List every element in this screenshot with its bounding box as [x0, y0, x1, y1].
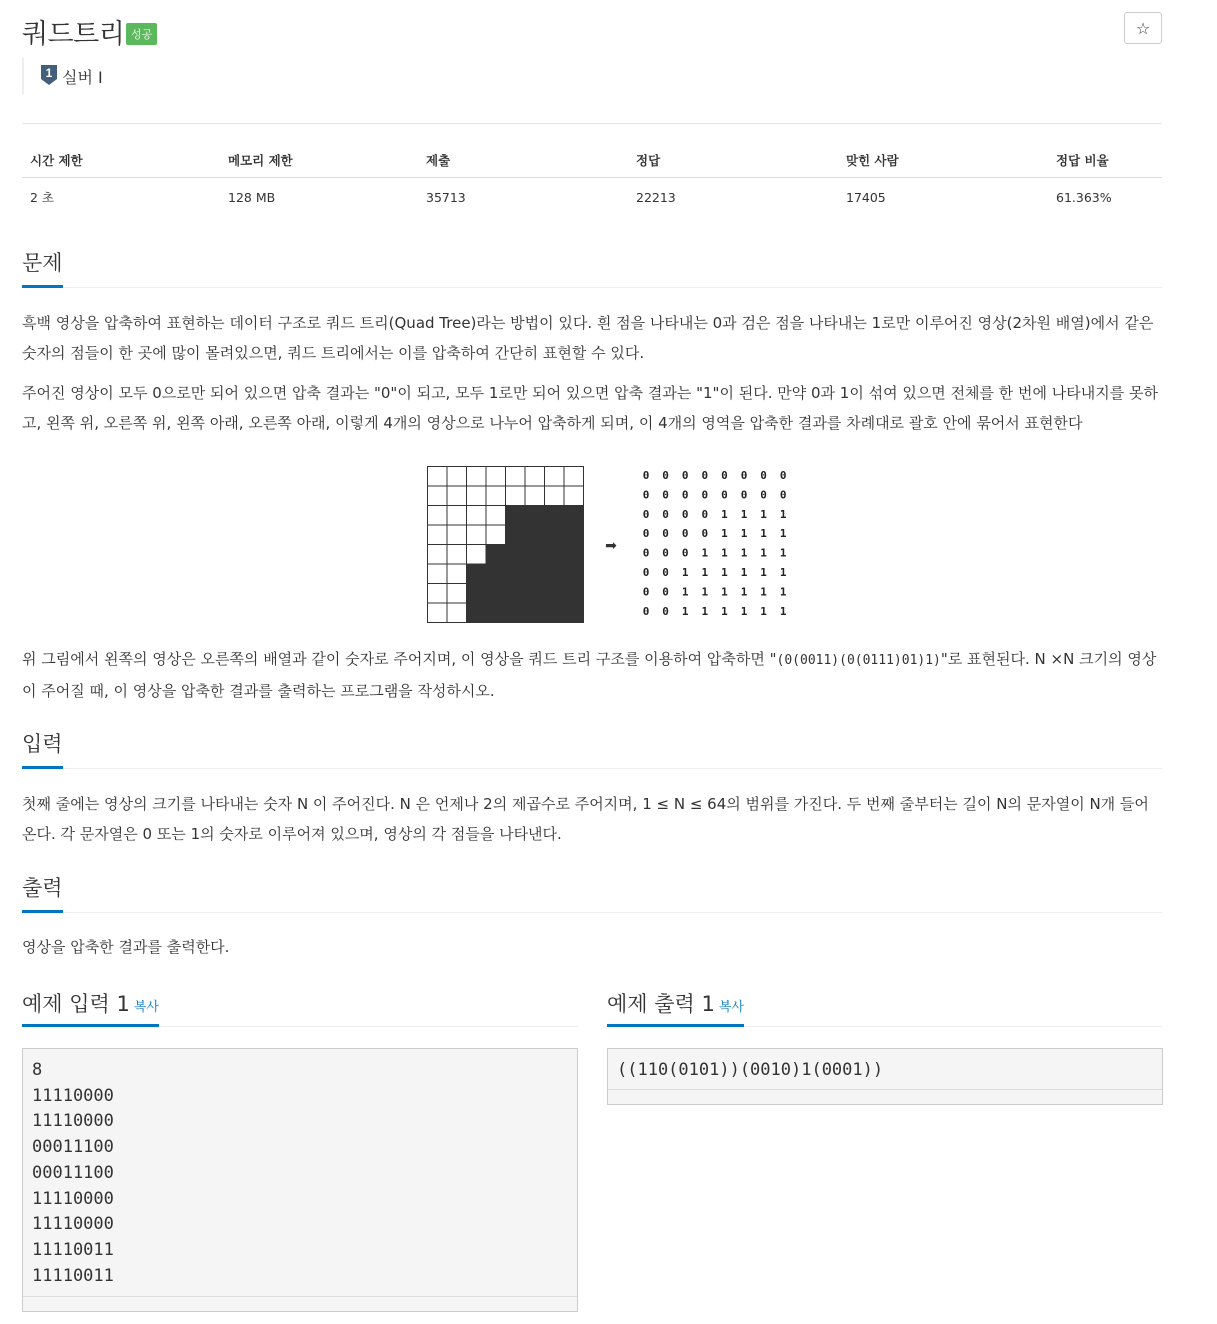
grid-cell: [467, 525, 487, 545]
grid-cell: [564, 467, 584, 487]
grid-cell: [447, 467, 467, 487]
grid-cell: [525, 603, 545, 623]
section-output-heading: [22, 872, 1162, 913]
quadtree-figure: [405, 466, 805, 630]
matrix-digit: 1: [779, 566, 787, 579]
grid-cell: [428, 603, 448, 623]
info-value: 2 초: [30, 190, 55, 205]
problem-info-table: [22, 145, 1162, 216]
grid-cell: [486, 467, 506, 487]
grid-cell: [486, 486, 506, 506]
grid-cell: [506, 525, 526, 545]
matrix-digit: 1: [779, 604, 787, 618]
grid-cell: [506, 603, 526, 623]
matrix-digit: 0: [662, 604, 669, 618]
quadtree-figure-svg: [405, 466, 805, 626]
matrix-digit: 1: [701, 604, 709, 618]
sample-input-box[interactable]: [22, 1048, 578, 1312]
matrix-digit: 1: [701, 546, 709, 560]
matrix-digit: 0: [779, 488, 787, 502]
section-title: 입력: [22, 728, 63, 769]
matrix-digit: 0: [721, 469, 728, 482]
matrix-digit: 0: [662, 488, 669, 502]
matrix-digit: 0: [681, 488, 689, 502]
tier-number: 1: [45, 66, 53, 80]
sample-output-label-wrap: [607, 988, 744, 1027]
info-value[interactable]: 17405: [846, 189, 886, 205]
grid-cell: [428, 584, 448, 604]
status-badge: 성공: [126, 23, 157, 45]
grid-cell: [525, 506, 545, 526]
matrix-digit: 0: [779, 469, 787, 482]
grid-cell: [506, 564, 526, 584]
info-header: 정답: [628, 145, 838, 178]
matrix-digit: 0: [642, 566, 650, 579]
sample-input-label-wrap: [22, 988, 159, 1027]
grid-cell: [447, 603, 467, 623]
info-value: 61.363%: [1056, 189, 1112, 205]
matrix-digit: 0: [681, 469, 689, 482]
matrix-digit: 1: [779, 507, 787, 521]
grid-cell: [486, 545, 506, 565]
matrix-digit: 1: [701, 566, 709, 579]
grid-cell: [428, 564, 448, 584]
copy-output-button[interactable]: 복사: [718, 1000, 744, 1015]
matrix-digit: 0: [662, 546, 669, 560]
section-problem-heading: [22, 247, 1162, 288]
grid-cell: [486, 584, 506, 604]
matrix-digit: 1: [740, 527, 748, 541]
copy-input-button[interactable]: 복사: [133, 1000, 159, 1015]
sample-input-label: 예제 입력 1: [22, 992, 130, 1016]
matrix-digit: 1: [779, 585, 787, 599]
sample-output-box[interactable]: [607, 1048, 1163, 1105]
grid-cell: [428, 506, 448, 526]
matrix-digit: 1: [681, 566, 689, 579]
tier-badge-icon: [40, 64, 58, 86]
grid-cell: [428, 467, 448, 487]
grid-cell: [506, 486, 526, 506]
grid-cell: [467, 584, 487, 604]
matrix-digit: 0: [662, 585, 669, 599]
matrix-digit: 1: [740, 585, 748, 599]
info-value[interactable]: 35713: [426, 189, 466, 205]
matrix-digit: 1: [681, 585, 689, 599]
problem-paragraph-3: [22, 644, 1162, 706]
grid-cell: [467, 603, 487, 623]
info-value: 128 MB: [228, 189, 276, 205]
grid-cell: [447, 525, 467, 545]
divider: [22, 123, 1162, 124]
sample-output-footer: [608, 1089, 1162, 1104]
matrix-digit: 1: [681, 604, 689, 618]
matrix-digit: 0: [642, 488, 650, 502]
grid-cell: [428, 525, 448, 545]
section-title: 출력: [22, 872, 63, 913]
grid-cell: [564, 584, 584, 604]
matrix-digit: 0: [642, 546, 650, 560]
grid-cell: [486, 564, 506, 584]
matrix-digit: 0: [681, 527, 689, 541]
sample-input-heading: [22, 988, 578, 1027]
grid-cell: [545, 506, 565, 526]
grid-cell: [447, 564, 467, 584]
grid-cell: [506, 584, 526, 604]
matrix-digit: 0: [701, 488, 709, 502]
grid-cell: [564, 545, 584, 565]
matrix-digit: 1: [740, 604, 748, 618]
grid-cell: [564, 486, 584, 506]
matrix-digit: 1: [721, 566, 728, 579]
title-row: [22, 10, 1162, 50]
matrix-digit: 1: [740, 507, 748, 521]
grid-cell: [545, 525, 565, 545]
sample-input-footer: [23, 1296, 577, 1311]
grid-cell: [564, 506, 584, 526]
matrix-digit: 0: [662, 507, 669, 521]
matrix-digit: 0: [721, 488, 728, 502]
problem-title: 쿼드트리: [22, 19, 125, 50]
grid-cell: [525, 584, 545, 604]
grid-cell: [564, 603, 584, 623]
grid-cell: [525, 545, 545, 565]
matrix-digit: 1: [760, 527, 767, 541]
problem-paragraph-2: 주어진 영상이 모두 0으로만 되어 있으면 압축 결과는 "0"이 되고, 모두 1로만 되어 있으면 압축 결과는 "1"이 된다. 만약 0과 1이 섞여 있으면 전체를 한 번에 나타내지를 못하고, 왼쪽 위, 오른쪽 위, 왼쪽 아래, 오른쪽 아래, 이렇게 4개의 영상으로 나누어 압축하게 되며, 이 4개의 영역을 압축한 결과를 차례대로 괄호 안에 묶어서 표현한다: [22, 384, 1159, 432]
matrix-digit: 0: [642, 604, 650, 618]
grid-cell: [525, 467, 545, 487]
grid-cell: [467, 545, 487, 565]
grid-cell: [545, 564, 565, 584]
matrix-digit: 1: [760, 585, 767, 599]
grid-cell: [525, 525, 545, 545]
arrow-icon: ➡: [605, 538, 617, 554]
grid-cell: [428, 486, 448, 506]
matrix-digit: 1: [740, 566, 748, 579]
matrix-digit: 0: [662, 566, 669, 579]
matrix-digit: 1: [701, 585, 709, 599]
grid-cell: [506, 506, 526, 526]
matrix-digit: 0: [642, 585, 650, 599]
tier-label[interactable]: 실버 I: [62, 68, 103, 87]
matrix-digit: 0: [760, 469, 767, 482]
grid-cell: [428, 545, 448, 565]
sample-output-heading: [607, 988, 1163, 1027]
grid-cell: [545, 467, 565, 487]
grid-cell: [447, 584, 467, 604]
tier-row: [22, 58, 103, 94]
paragraph-text: 위 그림에서 왼쪽의 영상은 오른쪽의 배열과 같이 숫자로 주어지며, 이 영상을 쿼드 트리 구조를 이용하여 압축하면 ": [22, 650, 777, 668]
info-value[interactable]: 22213: [636, 189, 676, 205]
matrix-digit: 1: [779, 546, 787, 560]
output-paragraph: 영상을 압축한 결과를 출력한다.: [22, 938, 230, 956]
grid-cell: [447, 506, 467, 526]
matrix-digit: 0: [701, 527, 709, 541]
info-header: 제출: [418, 145, 628, 178]
grid-cell: [486, 603, 506, 623]
matrix-digit: 0: [642, 527, 650, 541]
matrix-digit: 0: [662, 469, 669, 482]
grid-cell: [506, 467, 526, 487]
matrix-digit: 1: [721, 527, 728, 541]
grid-cell: [506, 545, 526, 565]
grid-cell: [525, 486, 545, 506]
matrix-digit: 0: [740, 488, 748, 502]
info-header: 맞힌 사람: [838, 145, 1048, 178]
grid-cell: [467, 506, 487, 526]
grid-cell: [447, 545, 467, 565]
matrix-digit: 0: [642, 469, 650, 482]
matrix-digit: 0: [760, 488, 767, 502]
star-icon: ☆: [1135, 18, 1151, 38]
section-input-heading: [22, 728, 1162, 769]
grid-cell: [467, 564, 487, 584]
matrix-digit: 1: [721, 507, 728, 521]
problem-paragraph-1: 흑백 영상을 압축하여 표현하는 데이터 구조로 쿼드 트리(Quad Tree)라는 방법이 있다. 흰 점을 나타내는 0과 검은 점을 나타내는 1로만 이루어진 영상(2차원 배열)에서 같은 숫자의 점들이 한 곳에 많이 몰려있으면, 쿼드 트리에서는 이를 압축하여 간단히 표현할 수 있다.: [22, 314, 1154, 362]
section-title: 문제: [22, 247, 63, 288]
sample-output-label: 예제 출력 1: [607, 992, 715, 1016]
grid-cell: [467, 467, 487, 487]
info-value-row: [22, 178, 1162, 217]
grid-cell: [545, 603, 565, 623]
grid-cell: [545, 486, 565, 506]
grid-cell: [564, 564, 584, 584]
grid-cell: [564, 525, 584, 545]
info-header: 메모리 제한: [220, 145, 418, 178]
matrix-digit: 0: [681, 546, 689, 560]
matrix-digit: 1: [760, 604, 767, 618]
star-button[interactable]: [1124, 12, 1162, 44]
paragraph-text: "로 표현된다. N ×N 크기의 영상이 주어질 때, 이 영상을 압축한 결과를 출력하는 프로그램을 작성하시오.: [22, 650, 1157, 700]
info-header-row: [22, 145, 1162, 178]
grid-cell: [447, 486, 467, 506]
matrix-digit: 1: [760, 546, 767, 560]
grid-cell: [525, 564, 545, 584]
sample-output-text: ((110(0101))(0010)1(0001)): [617, 1060, 884, 1080]
grid-cell: [467, 486, 487, 506]
matrix-digit: 1: [760, 566, 767, 579]
grid-cell: [545, 584, 565, 604]
sample-input-text: 8 11110000 11110000 00011100 00011100 11110000 11110000 11110011 11110011: [32, 1060, 114, 1286]
grid-cell: [486, 506, 506, 526]
matrix-digit: 1: [721, 546, 728, 560]
info-header: 시간 제한: [22, 145, 220, 178]
matrix-digit: 0: [740, 469, 748, 482]
matrix-digit: 1: [779, 527, 787, 541]
grid-cell: [545, 545, 565, 565]
matrix-digit: 0: [701, 507, 709, 521]
matrix-digit: 0: [642, 507, 650, 521]
matrix-digit: 0: [681, 507, 689, 521]
matrix-digit: 1: [721, 585, 728, 599]
inline-code: (0(0011)(0(0111)01)1): [776, 653, 941, 668]
matrix-digit: 0: [662, 527, 669, 541]
info-header: 정답 비율: [1048, 145, 1162, 178]
matrix-digit: 1: [740, 546, 748, 560]
grid-cell: [486, 525, 506, 545]
matrix-digit: 1: [760, 507, 767, 521]
matrix-digit: 0: [701, 469, 709, 482]
matrix-digit: 1: [721, 604, 728, 618]
input-paragraph: 첫째 줄에는 영상의 크기를 나타내는 숫자 N 이 주어진다. N 은 언제나 2의 제곱수로 주어지며, 1 ≤ N ≤ 64의 범위를 가진다. 두 번째 줄부터는 길이 N의 문자열이 N개 들어온다. 각 문자열은 0 또는 1의 숫자로 이루어져 있으며, 영상의 각 점들을 나타낸다.: [22, 795, 1149, 843]
